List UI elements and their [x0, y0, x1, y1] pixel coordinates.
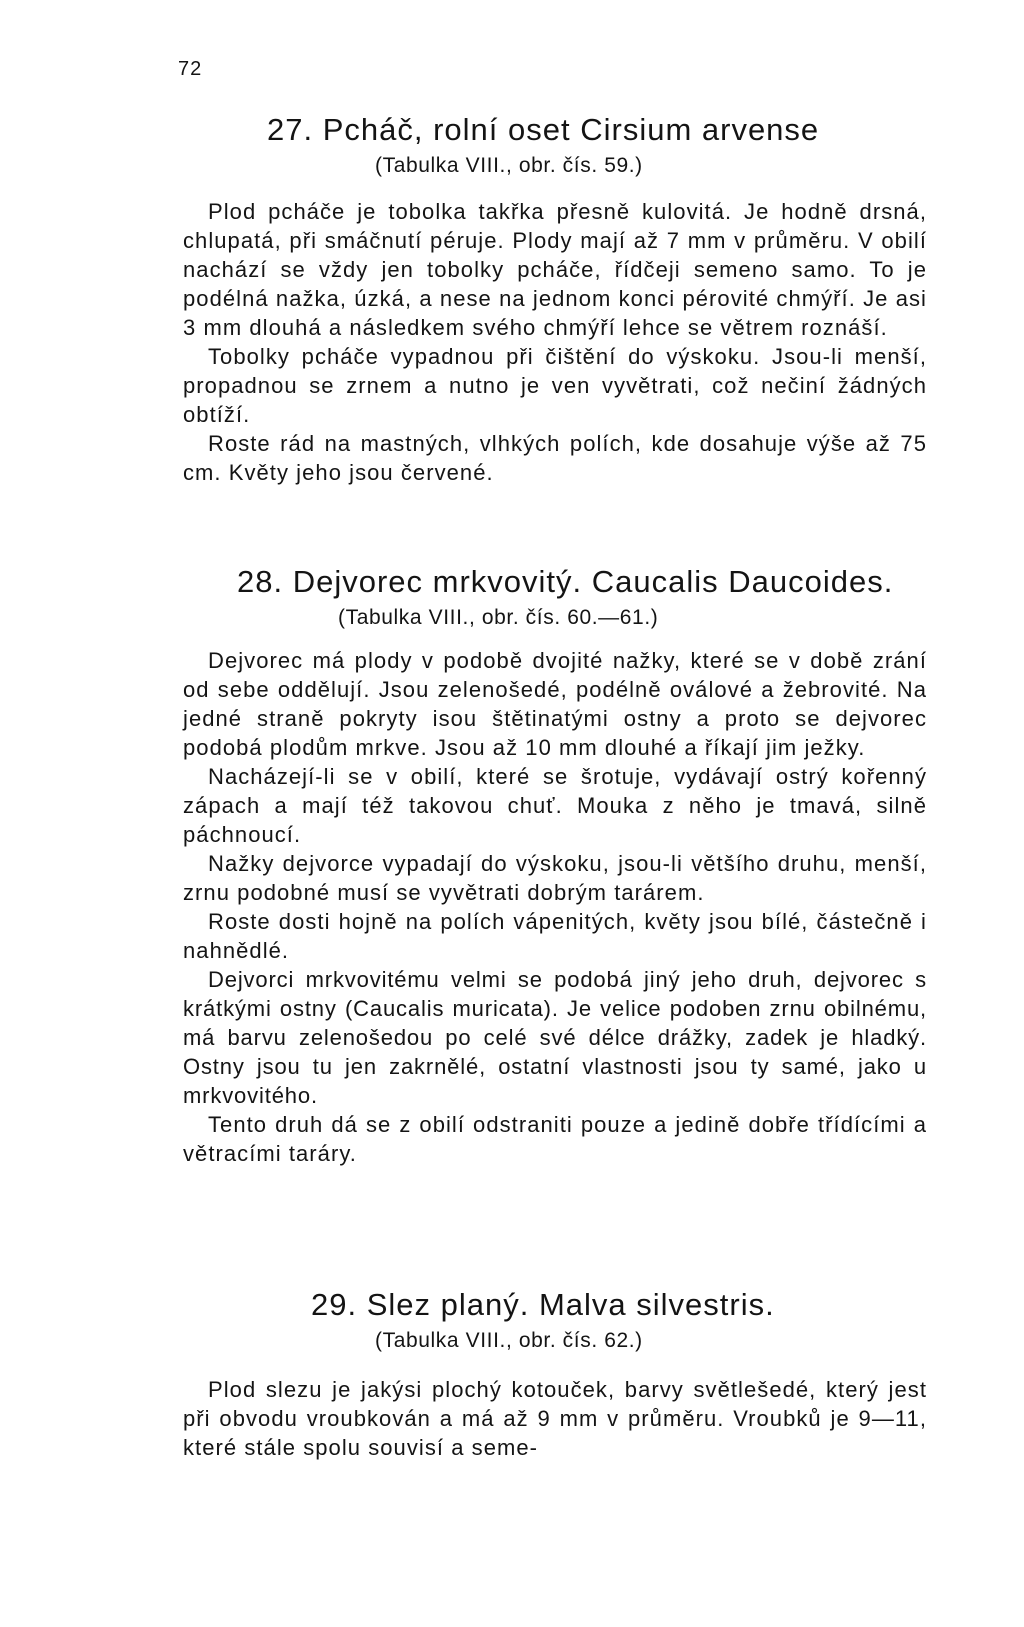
section-28-reference: (Tabulka VIII., obr. čís. 60.—61.) [338, 606, 659, 629]
section-27-paragraph-3: Roste rád na mastných, vlhkých polích, kde dosahuje výše až 75 cm. Květy jeho jsou červené. [183, 431, 927, 485]
page-number: 72 [178, 58, 203, 80]
section-27-reference: (Tabulka VIII., obr. čís. 59.) [375, 154, 643, 177]
section-28-paragraph-6: Tento druh dá se z obilí odstraniti pouze a jedině dobře třídícími a větracími taráry. [183, 1112, 927, 1166]
section-29-paragraph-1: Plod slezu je jakýsi plochý kotouček, barvy světlešedé, který jest při obvodu vroubkován a má až 9 mm v průměru. Vroubků je 9—11, které stále spolu souvisí a seme- [183, 1377, 927, 1460]
section-28 [183, 562, 927, 1168]
section-29-reference: (Tabulka VIII., obr. čís. 62.) [375, 1329, 643, 1352]
section-29-heading: 29. Slez planý. Malva silvestris. [311, 1287, 775, 1322]
section-27-paragraph-1: Plod pcháče je tobolka takřka přesně kulovitá. Je hodně drsná, chlupatá, při smáčnutí péruje. Plody mají až 7 mm v průměru. V obilí nachází se vždy jen tobolky pcháče, řídčeji semeno samo. To je podélná nažka, úzká, a nese na jednom konci pérovité chmýří. Je asi 3 mm dlouhá a následkem svého chmýří lehce se větrem roznáší. [183, 199, 927, 340]
section-28-paragraph-4: Roste dosti hojně na polích vápenitých, květy jsou bílé, částečně i nahnědlé. [183, 909, 927, 963]
section-28-heading: 28. Dejvorec mrkvovitý. Caucalis Daucoides. [237, 564, 894, 599]
section-27-heading: 27. Pcháč, rolní oset Cirsium arvense [267, 112, 820, 147]
section-27-paragraph-2: Tobolky pcháče vypadnou při čištění do výskoku. Jsou-li menší, propadnou se zrnem a nutno je ven vyvětrati, což nečiní žádných obtíží. [183, 344, 927, 427]
section-29 [183, 1285, 927, 1462]
section-28-paragraph-2: Nacházejí-li se v obilí, které se šrotuje, vydávají ostrý kořenný zápach a mají též takovou chuť. Mouka z něho je tmavá, silně páchnoucí. [183, 764, 927, 847]
section-28-paragraph-5: Dejvorci mrkvovitému velmi se podobá jiný jeho druh, dejvorec s krátkými ostny (Caucalis muricata). Je velice podoben zrnu obilnému, má barvu zelenošedou po celé své délce drážky, zadek je hladký. Ostny jsou tu jen zakrnělé, ostatní vlastnosti jsou ty samé, jako u mrkvovitého. [183, 967, 927, 1108]
section-27 [183, 110, 927, 487]
section-28-paragraph-3: Nažky dejvorce vypadají do výskoku, jsou-li většího druhu, menší, zrnu podobné musí se vyvětrati dobrým tarárem. [183, 851, 927, 905]
section-28-paragraph-1: Dejvorec má plody v podobě dvojité nažky, které se v době zrání od sebe oddělují. Jsou zelenošedé, podélně oválové a žebrovité. Na jedné straně pokryty isou štětinatými ostny a proto se dejvorec podobá plodům mrkve. Jsou až 10 mm dlouhé a říkají jim ježky. [183, 648, 927, 760]
